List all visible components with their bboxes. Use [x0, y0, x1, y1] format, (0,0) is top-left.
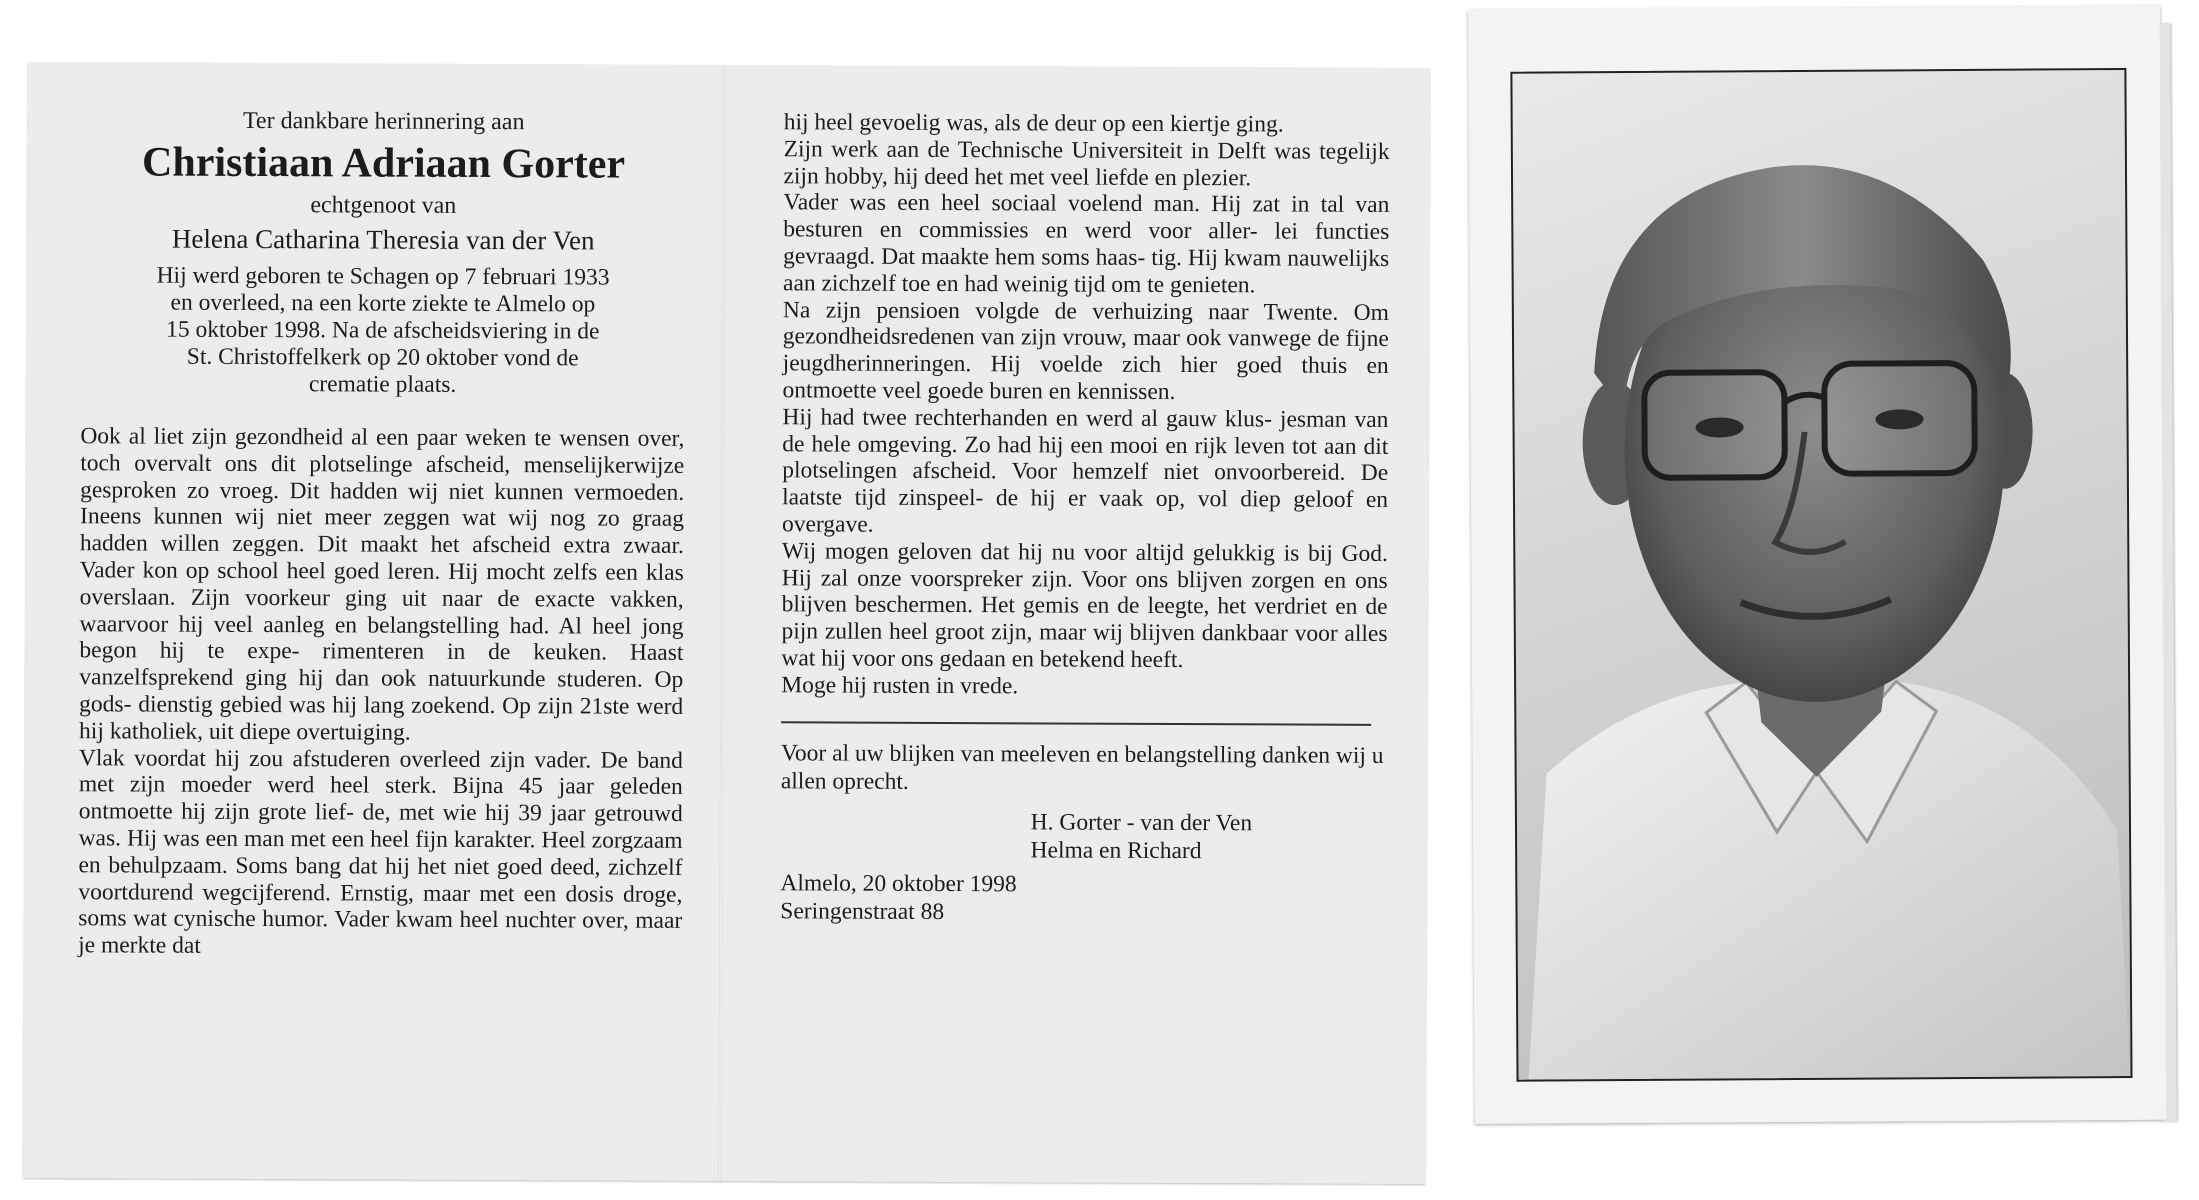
right-body-text — [781, 109, 1390, 701]
divider-line — [781, 721, 1371, 726]
address: Seringenstraat 88 — [780, 897, 945, 925]
right-page — [780, 109, 1390, 927]
signer-name: H. Gorter - van der Ven — [1030, 808, 1253, 836]
portrait-photo — [1510, 68, 2132, 1082]
spouse-label: echtgenoot van — [310, 192, 457, 219]
body-paragraph: Na zijn pensioen volgde de verhuizing naar Twente. Om gezondheidsredenen van zijn vrouw, maar ook vanwege de fijne jeugdherinneringen. Hij voelde zich hier goed thuis en ontmoette veel goede buren en kennissen. — [782, 296, 1389, 405]
photo-card — [1468, 6, 2167, 1124]
closing-line: Moge hij rusten in vrede. — [781, 672, 1019, 700]
biography-block — [81, 262, 686, 400]
portrait-illustration — [1512, 70, 2130, 1080]
deceased-name: Christiaan Adriaan Gorter — [141, 139, 626, 188]
card-fold — [718, 65, 726, 1181]
bio-line: crematie plaats. — [308, 371, 457, 398]
bio-line: St. Christoffelkerk op 20 oktober vond de — [186, 343, 579, 372]
spouse-name: Helena Catharina Theresia van der Ven — [171, 223, 595, 256]
memorial-card-inside — [23, 62, 1430, 1184]
body-paragraph: Vlak voordat hij zou afstuderen overleed zijn vader. De band met zijn moeder werd heel sterk. Bijna 45 jaar geleden ontmoette hij zijn grote lief- de, met wie hij 39 jaar getrouwd was. Hij was een man met een heel fijn karakter. Heel zorgzaam en behulpzaam. Soms bang dat hij het niet goed deed, zichzelf voortdurend wegcijferend. Ernstig, maar met een dosis droge, soms wat cynische humor. Vader kwam heel nuchter over, maar je merkte dat — [78, 744, 684, 959]
body-paragraph: hij heel gevoelig was, als de deur op een kiertje ging. — [783, 109, 1284, 138]
body-paragraph: Hij had twee rechterhanden en werd al gauw klus- jesman van de hele omgeving. Zo had hij een mooi en rijk leven tot aan dit plotselingen afscheid. Voor hemzelf niet onvoorbereid. De laatste tijd zinspeel- de hij er vaak op, vol diep geloof en overgave. — [781, 404, 1389, 538]
body-paragraph: Wij mogen geloven dat hij nu voor altijd gelukkig is bij God. Hij zal onze voorspreker zijn. Voor ons blijven zorgen en ons blijven beschermen. Het gemis en de leegte, het verdriet en de pijn zullen heel groot zijn, maar wij blijven dankbaar voor alles wat hij voor ons gedaan en betekend heeft. — [781, 538, 1388, 673]
bio-line: 15 oktober 1998. Na de afscheidsviering in de — [166, 316, 600, 345]
thanks-text: Voor al uw blijken van meeleven en belangstelling danken wij u allen oprecht. — [780, 739, 1384, 795]
left-body-text — [78, 423, 684, 962]
signers-block — [1031, 808, 1387, 866]
bio-line: Hij werd geboren te Schagen op 7 februari 1933 — [156, 262, 610, 291]
signer-name: Helma en Richard — [1030, 836, 1202, 864]
bio-line: en overleed, na een korte ziekte te Almelo op — [170, 289, 596, 318]
place-date-block — [780, 869, 1386, 928]
body-paragraph: Ook al liet zijn gezondheid al een paar weken te wensen over, toch overvalt ons dit plotselinge afscheid, menselijkerwijze gesproken zo vroeg. Dit hadden wij niet kunnen vermoeden. Ineens kunnen wij niet meer zeggen wat wij nog zo graag hadden willen zeggen. Dit maakt het afscheid extra zwaar. Vader kon op school heel goed leren. Hij mocht zelfs een klas overslaan. Zijn voorkeur ging uit naar de exacte vakken, waarvoor hij veel aanleg en belangstelling had. Al heel jong begon hij te expe- rimenteren in de keuken. Haast vanzelfsprekend ging hij dan ook natuurkunde studeren. Op gods- dienstig gebied was hij lang zoekend. Op zijn 21ste werd hij katholiek, uit diepe overtuiging. — [79, 423, 685, 746]
body-paragraph: Vader was een heel sociaal voelend man. Hij zat in tal van besturen en commissies en werd voor aller- lei functies gevraagd. Dat maakte hem soms haas- tig. Hij kwam nauwelijks aan zichzelf toe en had weinig tijd om te genieten. — [782, 189, 1390, 299]
body-paragraph: Zijn werk aan de Technische Universiteit in Delft was tegelijk zijn hobby, hij deed het met veel liefde en plezier. — [783, 136, 1390, 191]
dedication-heading: Ter dankbare herinnering aan — [242, 107, 525, 136]
left-page — [78, 106, 686, 962]
place-date: Almelo, 20 oktober 1998 — [780, 869, 1017, 897]
